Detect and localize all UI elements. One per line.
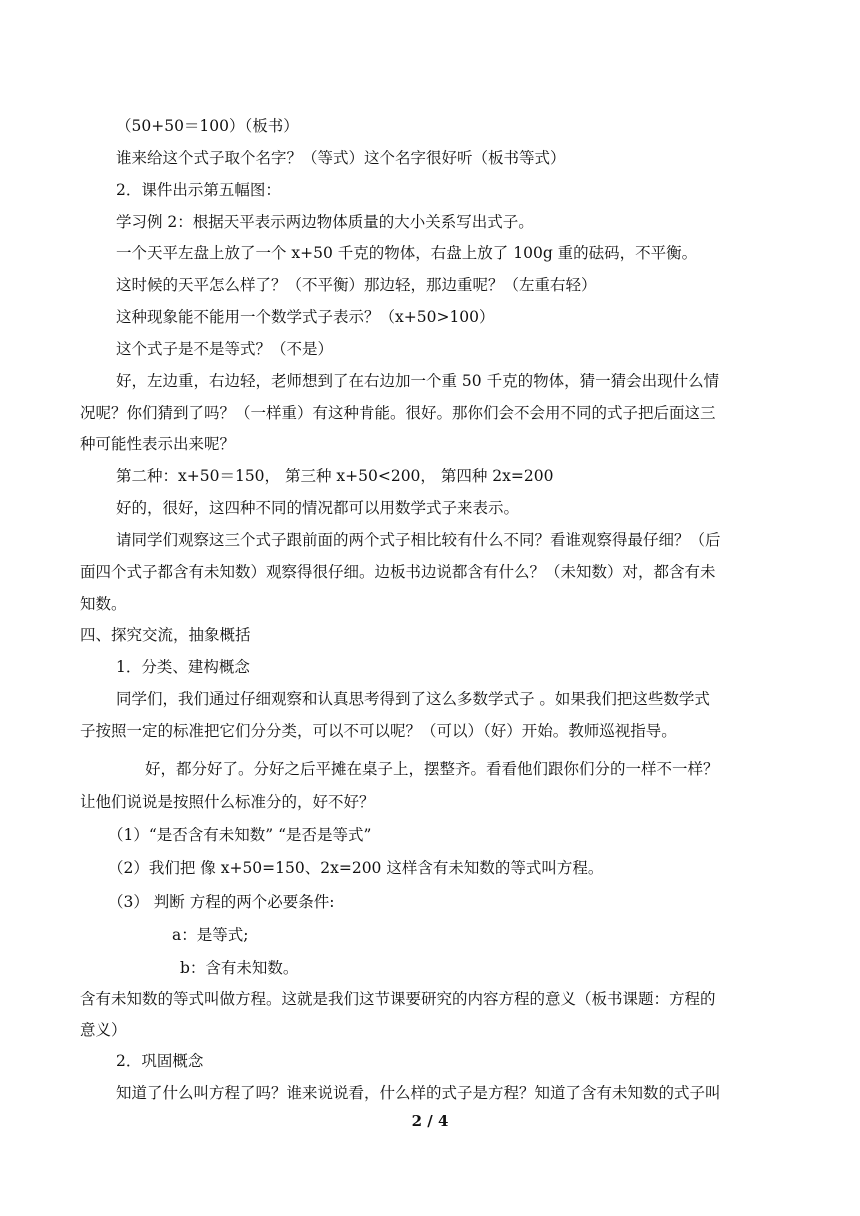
text-line: 好，都分好了。分好之后平摊在桌子上，摆整齐。看看他们跟你们分的一样不一样？ (145, 760, 719, 778)
text-line: 意义） (80, 1021, 127, 1039)
text-line: （50+50＝100）（板书） (116, 117, 299, 135)
text-line: 学习例 2：根据天平表示两边物体质量的大小关系写出式子。 (116, 213, 534, 231)
list-item: （2）我们把 像 x+50=150、2x=200 这样含有未知数的等式叫方程。 (108, 859, 604, 877)
subsection-heading: 2．巩固概念 (116, 1052, 204, 1070)
text-line: 况呢？你们猜到了吗？（一样重）有这种肯能。很好。那你们会不会用不同的式子把后面这三 (80, 404, 716, 422)
text-line: 这种现象能不能用一个数学式子表示？（x+50>100） (116, 308, 495, 326)
list-item: （1）“是否含有未知数” “是否是等式” (108, 826, 372, 844)
text-line: 请同学们观察这三个式子跟前面的两个式子相比较有什么不同？看谁观察得最仔细？（后 (116, 531, 721, 549)
text-line: 子按照一定的标准把它们分分类，可以不可以呢？（可以）（好）开始。教师巡视指导。 (80, 722, 677, 740)
text-line: 好，左边重，右边轻，老师想到了在右边加一个重 50 千克的物体，猜一猜会出现什么情 (116, 372, 720, 390)
text-line: 这个式子是不是等式？（不是） (116, 340, 334, 358)
text-line: 知道了什么叫方程了吗？谁来说说看，什么样的式子是方程？知道了含有未知数的式子叫 (116, 1084, 721, 1102)
text-line: 2．课件出示第五幅图： (116, 181, 281, 199)
text-line: 让他们说说是按照什么标准分的，好不好？ (80, 793, 375, 811)
text-line: 一个天平左盘上放了一个 x+50 千克的物体，右盘上放了 100g 重的砝码，不平衡。 (116, 244, 698, 262)
condition-item: b：含有未知数。 (180, 959, 299, 977)
text-line: 同学们，我们通过仔细观察和认真思考得到了这么多数学式子 。如果我们把这些数学式 (116, 690, 710, 708)
text-line: 知数。 (80, 595, 127, 613)
section-heading: 四、探究交流，抽象概括 (80, 626, 251, 644)
text-line: 谁来给这个式子取个名字？（等式）这个名字很好听（板书等式） (116, 149, 566, 167)
text-line: 这时候的天平怎么样了？（不平衡）那边轻，那边重呢？（左重右轻） (116, 276, 597, 294)
subsection-heading: 1．分类、建构概念 (116, 658, 250, 676)
list-item: （3） 判断 方程的两个必要条件: (108, 893, 335, 911)
text-line: 种可能性表示出来呢？ (80, 435, 236, 453)
text-line: 面四个式子都含有未知数）观察得很仔细。边板书边说都含有什么？（未知数）对，都含有未 (80, 563, 716, 581)
text-line: 好的，很好，这四种不同的情况都可以用数学式子来表示。 (116, 499, 520, 517)
page-number: 2 / 4 (411, 1112, 449, 1130)
condition-item: a：是等式; (172, 926, 249, 944)
text-line: 含有未知数的等式叫做方程。这就是我们这节课要研究的内容方程的意义（板书课题：方程的 (80, 990, 716, 1008)
text-line: 第二种：x+50＝150， 第三种 x+50<200， 第四种 2x=200 (116, 467, 554, 485)
